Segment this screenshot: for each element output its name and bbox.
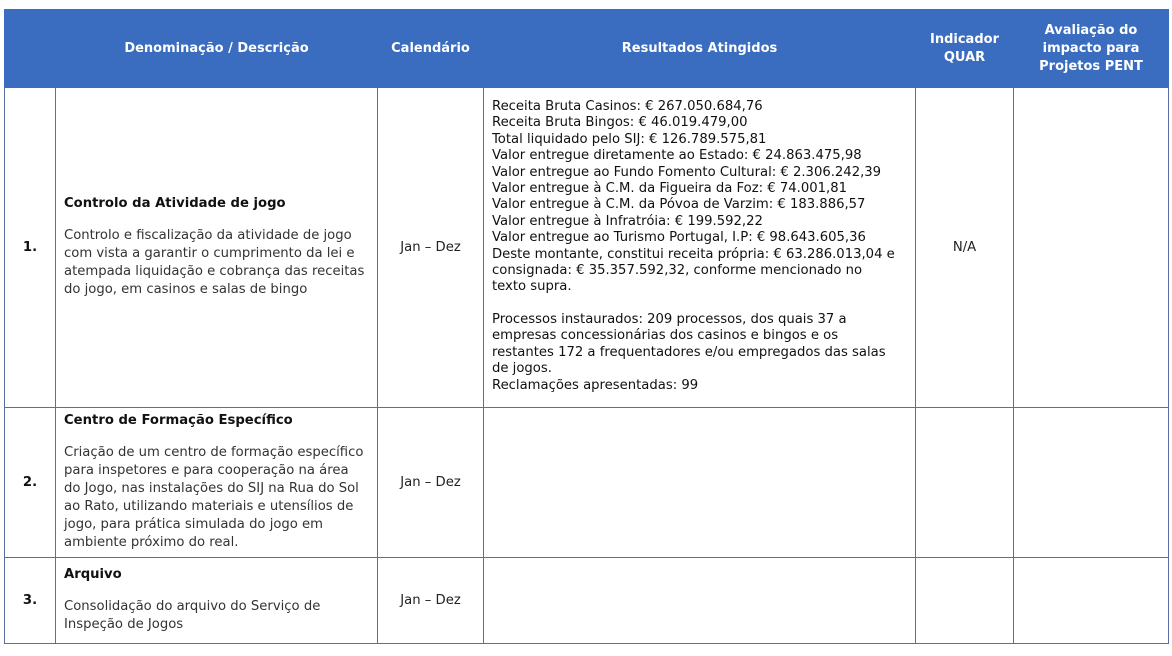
denominacao-cell — [56, 88, 378, 408]
activity-description: Consolidação do arquivo do Serviço de Inspeção de Jogos — [64, 599, 321, 632]
header-avaliacao-pent: Avaliação do impacto para Projetos PENT — [1014, 10, 1169, 88]
result-line: Valor entregue ao Fundo Fomento Cultural: € 2.306.242,39 — [492, 164, 882, 180]
activity-description: Criação de um centro de formação específico para inspetores e para cooperação na área do Jogo, nas instalações do SIJ na Rua do Sol ao Rato, utilizando materiais e utensílios de jogo, para prática simulada do jogo em ambiente próximo do real. — [64, 445, 364, 550]
avaliacao-cell — [1014, 88, 1169, 408]
result-line: restantes 172 a frequentadores e/ou empregados das salas — [492, 344, 886, 360]
activity-description: Controlo e fiscalização da atividade de jogo com vista a garantir o cumprimento da lei e atempada liquidação e cobrança das receitas do jogo, em casinos e salas de bingo — [64, 228, 365, 297]
result-line: consignada: € 35.357.592,32, conforme mencionado no — [492, 263, 863, 279]
calendario-cell: Jan – Dez — [378, 88, 484, 408]
result-line: de jogos. — [492, 361, 552, 377]
header-calendario: Calendário — [378, 10, 484, 88]
header-row — [5, 10, 1169, 88]
avaliacao-cell — [1014, 558, 1169, 644]
result-line: texto supra. — [492, 279, 572, 295]
result-line: Processos instaurados: 209 processos, dos quais 37 a — [492, 311, 847, 327]
indicador-quar-cell: N/A — [916, 88, 1014, 408]
result-line: Deste montante, constitui receita própria: € 63.286.013,04 e — [492, 246, 895, 262]
header-denominacao: Denominação / Descrição — [56, 10, 378, 88]
row-number: 3. — [5, 558, 56, 644]
denominacao-cell — [56, 558, 378, 644]
activity-title: Controlo da Atividade de jogo — [64, 196, 286, 211]
header-number — [5, 10, 56, 88]
result-line: Receita Bruta Casinos: € 267.050.684,76 — [492, 99, 763, 114]
activity-title: Arquivo — [64, 567, 122, 582]
row-number: 2. — [5, 408, 56, 558]
result-line: Valor entregue à Infratróia: € 199.592,22 — [492, 213, 763, 229]
resultados-cell — [484, 88, 916, 408]
resultados-cell — [484, 408, 916, 558]
avaliacao-cell — [1014, 408, 1169, 558]
result-line: Total liquidado pelo SIJ: € 126.789.575,81 — [492, 131, 767, 147]
table-row — [5, 88, 1169, 408]
header-indicador-quar: Indicador QUAR — [916, 10, 1014, 88]
table-row — [5, 408, 1169, 558]
result-line: Valor entregue ao Turismo Portugal, I.P: € 98.643.605,36 — [492, 230, 866, 246]
activities-table-container — [4, 9, 1168, 644]
result-line: empresas concessionárias dos casinos e bingos e os — [492, 328, 839, 344]
result-line: Receita Bruta Bingos: € 46.019.479,00 — [492, 115, 748, 131]
header-resultados: Resultados Atingidos — [484, 10, 916, 88]
row-number: 1. — [5, 88, 56, 408]
result-line: Reclamações apresentadas: 99 — [492, 377, 699, 393]
resultados-cell — [484, 558, 916, 644]
activities-table — [4, 9, 1169, 644]
result-line: Valor entregue diretamente ao Estado: € 24.863.475,98 — [492, 148, 862, 164]
table-row — [5, 558, 1169, 644]
indicador-quar-cell — [916, 408, 1014, 558]
calendario-cell: Jan – Dez — [378, 408, 484, 558]
denominacao-cell — [56, 408, 378, 558]
calendario-cell: Jan – Dez — [378, 558, 484, 644]
paragraph-gap — [492, 296, 907, 312]
result-line: Valor entregue à C.M. da Póvoa de Varzim: € 183.886,57 — [492, 197, 866, 213]
activity-title: Centro de Formação Específico — [64, 413, 293, 428]
result-line: Valor entregue à C.M. da Figueira da Foz: € 74.001,81 — [492, 181, 847, 197]
indicador-quar-cell — [916, 558, 1014, 644]
